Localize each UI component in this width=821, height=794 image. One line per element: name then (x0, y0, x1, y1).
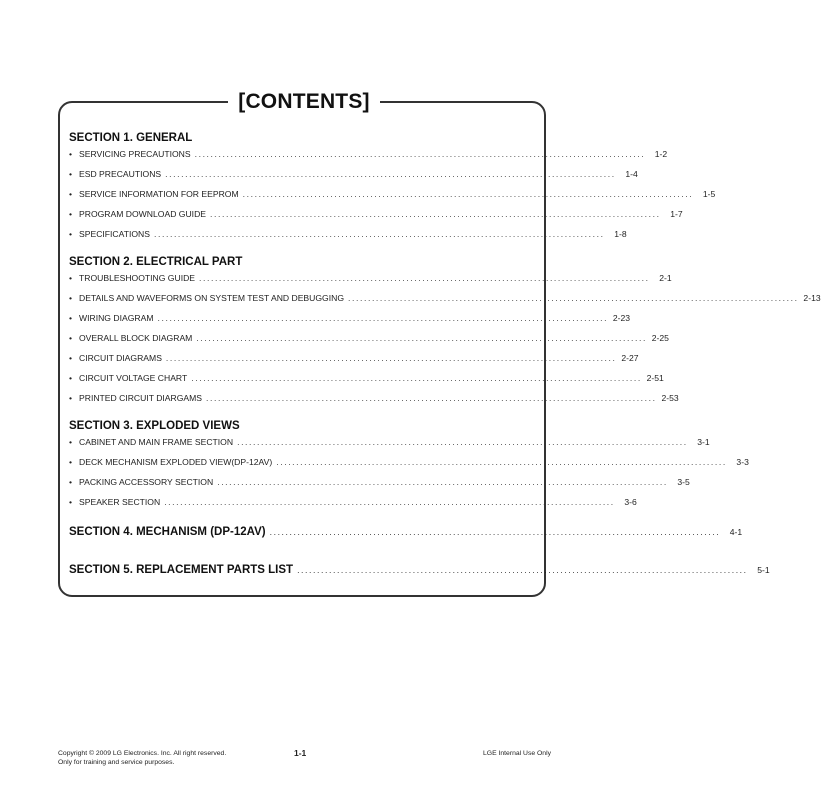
entry-text: CABINET AND MAIN FRAME SECTION (79, 437, 234, 447)
dot-leader: ................................................................................................................. (206, 393, 657, 403)
dot-leader: ................................................................................................................. (196, 333, 647, 343)
bullet-icon: • (69, 313, 73, 323)
entry-label (69, 229, 150, 239)
bullet-icon: • (69, 497, 73, 507)
section-4[interactable] (69, 525, 743, 539)
bullet-icon: • (69, 149, 73, 159)
entry-text: OVERALL BLOCK DIAGRAM (79, 333, 193, 343)
entry-text: PRINTED CIRCUIT DIARGAMS (79, 393, 203, 403)
section-5[interactable] (69, 563, 770, 577)
entry-page: 1-5 (702, 189, 716, 199)
dot-leader: ................................................................................................................. (157, 313, 609, 323)
toc-entry[interactable] (69, 169, 638, 189)
entry-page: 3-1 (697, 437, 710, 447)
toc-entry[interactable] (69, 229, 627, 249)
entry-label (69, 273, 195, 283)
dot-leader: ................................................................................................................. (154, 229, 605, 239)
entry-label (69, 293, 344, 303)
entry-page: 4-1 (729, 527, 743, 537)
entry-text: CIRCUIT DIAGRAMS (79, 353, 162, 363)
bullet-icon: • (69, 353, 73, 363)
toc-entry[interactable] (69, 437, 710, 457)
entry-page: 1-4 (625, 169, 638, 179)
dot-leader: ................................................................................................................. (191, 373, 642, 383)
copyright-text: Copyright © 2009 LG Electronics. Inc. All right reserved. (58, 750, 227, 757)
internal-use-label: LGE Internal Use Only (483, 750, 551, 757)
dot-leader: ................................................................................................................. (297, 565, 748, 575)
entry-page: 2-13 (803, 293, 821, 303)
entry-label (69, 373, 187, 383)
entry-text: PROGRAM DOWNLOAD GUIDE (79, 209, 207, 219)
entry-page: 2-1 (659, 273, 672, 283)
dot-leader: ................................................................................................................. (242, 189, 694, 199)
entry-page: 2-25 (651, 333, 669, 343)
entry-text: PACKING ACCESSORY SECTION (79, 477, 214, 487)
section-heading: SECTION 3. EXPLODED VIEWS (69, 420, 240, 432)
entry-page: 2-23 (612, 313, 631, 323)
toc-entry[interactable] (69, 333, 669, 353)
purpose-text: Only for training and service purposes. (58, 759, 175, 766)
section-1 (69, 131, 716, 249)
entry-text: SERVICING PRECAUTIONS (79, 149, 191, 159)
bullet-icon: • (69, 229, 73, 239)
toc-entry[interactable] (69, 293, 821, 313)
toc-entry[interactable] (69, 273, 672, 293)
toc-entry[interactable] (69, 497, 637, 517)
dot-leader: ................................................................................................................. (237, 437, 688, 447)
entry-text: TROUBLESHOOTING GUIDE (79, 273, 196, 283)
dot-leader: ................................................................................................................. (194, 149, 646, 159)
section-heading: SECTION 4. MECHANISM (DP-12AV) (69, 526, 266, 538)
section-entries (69, 433, 749, 517)
entry-label (69, 149, 191, 159)
dot-leader: ................................................................................................................. (165, 169, 616, 179)
entry-page: 1-2 (654, 149, 668, 159)
entry-label (69, 189, 239, 199)
entry-label (69, 313, 153, 323)
entry-label (69, 393, 202, 403)
entry-page: 3-3 (736, 457, 749, 467)
toc-entry[interactable] (69, 149, 668, 169)
bullet-icon: • (69, 293, 73, 303)
bullet-icon: • (69, 477, 73, 487)
bullet-icon: • (69, 209, 73, 219)
entry-text: CIRCUIT VOLTAGE CHART (79, 373, 188, 383)
section-2 (69, 255, 821, 413)
page-number: 1-1 (294, 748, 307, 758)
bullet-icon: • (69, 273, 73, 283)
dot-leader: ................................................................................................................. (217, 477, 668, 487)
bullet-icon: • (69, 393, 73, 403)
dot-leader: ................................................................................................................. (269, 527, 721, 537)
entry-text: SPECIFICATIONS (79, 229, 150, 239)
bullet-icon: • (69, 333, 73, 343)
section-3 (69, 419, 749, 517)
bullet-icon: • (69, 189, 73, 199)
bullet-icon: • (69, 437, 73, 447)
dot-leader: ................................................................................................................. (199, 273, 650, 283)
toc-entry[interactable] (69, 209, 683, 229)
entry-page: 1-7 (670, 209, 683, 219)
toc-entry[interactable] (69, 457, 749, 477)
entry-page: 2-27 (621, 353, 639, 363)
bullet-icon: • (69, 373, 73, 383)
entry-text: SPEAKER SECTION (79, 497, 161, 507)
entry-page: 1-8 (614, 229, 627, 239)
dot-leader: ................................................................................................................. (165, 353, 617, 363)
entry-page: 3-5 (677, 477, 690, 487)
entry-text: DETAILS AND WAVEFORMS ON SYSTEM TEST AND DEBUGGING (79, 293, 345, 303)
section-heading: SECTION 1. GENERAL (69, 132, 193, 144)
page-title: [CONTENTS] (228, 88, 380, 116)
dot-leader: ................................................................................................................. (348, 293, 799, 303)
dot-leader: ................................................................................................................. (210, 209, 661, 219)
entry-text: ESD PRECAUTIONS (79, 169, 162, 179)
entry-label (69, 497, 160, 507)
entry-label (69, 333, 192, 343)
entry-page: 2-51 (646, 373, 664, 383)
dot-leader: ................................................................................................................. (164, 497, 615, 507)
entry-page: 2-53 (661, 393, 679, 403)
section-entries (69, 145, 716, 249)
bullet-icon: • (69, 169, 73, 179)
toc-entry[interactable] (69, 373, 664, 393)
toc-entry[interactable] (69, 313, 631, 333)
footer-left (58, 749, 226, 767)
bullet-icon: • (69, 457, 73, 467)
section-heading: SECTION 2. ELECTRICAL PART (69, 256, 243, 268)
toc-entry[interactable] (69, 353, 639, 373)
entry-text: WIRING DIAGRAM (79, 313, 154, 323)
entry-page: 5-1 (757, 565, 770, 575)
entry-label (69, 169, 161, 179)
toc-entry[interactable] (69, 477, 690, 497)
entry-text: SERVICE INFORMATION FOR EEPROM (79, 189, 239, 199)
dot-leader: ................................................................................................................. (276, 457, 727, 467)
toc-entry[interactable] (69, 393, 679, 413)
contents-list (69, 131, 821, 577)
entry-text: DECK MECHANISM EXPLODED VIEW(DP-12AV) (79, 457, 273, 467)
entry-label (69, 209, 206, 219)
entry-page: 3-6 (624, 497, 637, 507)
entry-label (69, 477, 213, 487)
entry-label (69, 437, 233, 447)
entry-label (69, 457, 272, 467)
toc-entry[interactable] (69, 189, 716, 209)
entry-label (69, 353, 162, 363)
section-heading: SECTION 5. REPLACEMENT PARTS LIST (69, 564, 294, 576)
section-entries (69, 269, 821, 413)
